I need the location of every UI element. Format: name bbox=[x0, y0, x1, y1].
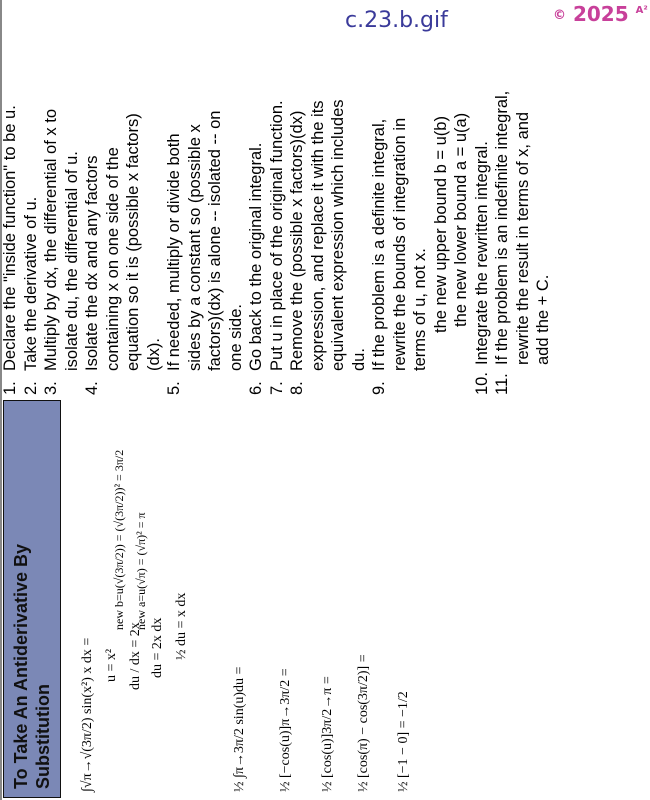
step-number: 2. bbox=[21, 381, 40, 395]
title-box bbox=[3, 400, 61, 798]
step-item bbox=[82, 0, 164, 395]
step-line: Take the derivative of u. bbox=[21, 196, 40, 371]
step-line: containing x on one side of the bbox=[103, 147, 122, 371]
step-line: terms of u, not x. bbox=[411, 248, 429, 371]
step-number: 9. bbox=[370, 381, 388, 395]
step-line: rewrite the result in terms of x, and bbox=[513, 111, 532, 365]
step-line: expression, and replace it with the its bbox=[308, 100, 327, 371]
file-title: c.23.b.gif bbox=[345, 8, 448, 33]
step-line: sides by a constant so (possible x bbox=[185, 124, 204, 371]
copyright-icon: © bbox=[553, 8, 566, 23]
step-line: du. bbox=[349, 348, 368, 371]
step-line: (dx). bbox=[144, 338, 163, 371]
step-line: equivalent expression which includes bbox=[329, 99, 347, 371]
title-line-1: To Take An Antiderivative By bbox=[11, 543, 31, 789]
step-line: Multiply by dx, the differential of x to bbox=[42, 109, 60, 371]
step-number: 10. bbox=[472, 372, 491, 395]
du-equation: du = 2x dx bbox=[150, 617, 165, 678]
substituted-integral: ½ ∫π→3π/2 sin(u)du = bbox=[232, 666, 247, 792]
step-line: Go back to the original integral. bbox=[247, 142, 265, 371]
step-line: Remove the (possible x factors)(dx) bbox=[288, 110, 306, 371]
step-line: Declare the "inside function" to be u. bbox=[1, 105, 19, 371]
new-b: new b=u(√(3π/2)) = (√(3π/2))² = 3π/2 bbox=[112, 449, 126, 630]
integral-expression: ∫√π→√(3π/2) sin(x²) x dx = bbox=[80, 637, 95, 792]
step-number: 4. bbox=[83, 381, 101, 395]
title-line-2: Substitution bbox=[33, 684, 53, 789]
step-item bbox=[164, 0, 246, 395]
step-line: Put u in place of the original function. bbox=[267, 100, 286, 371]
step-number: 7. bbox=[267, 381, 286, 395]
step-item bbox=[287, 0, 369, 395]
step-item bbox=[21, 0, 42, 395]
step-line: rewrite the bounds of integration in bbox=[390, 117, 409, 371]
step-line: one side. bbox=[226, 304, 245, 371]
step-number: 1. bbox=[1, 381, 19, 395]
step-number: 11. bbox=[493, 373, 511, 395]
step-item bbox=[41, 0, 82, 395]
step-number: 8. bbox=[288, 381, 306, 395]
step-line: If the problem is an indefinite integral, bbox=[493, 90, 511, 365]
step-line: Isolate the dx and any factors bbox=[83, 155, 101, 371]
step-item bbox=[246, 0, 267, 395]
copyright-year: 2025 bbox=[572, 2, 629, 26]
step-line: If the problem is a definite integral, bbox=[370, 118, 388, 371]
step-number: 6. bbox=[247, 381, 265, 395]
new-a: new a=u(√π) = (√π)² = π bbox=[134, 512, 148, 630]
step-line: If needed, multiply or divide both bbox=[165, 133, 183, 371]
flipped-bounds-line: ½ [cos(u)]3π/2→π = bbox=[320, 676, 335, 792]
step-line: equation so it is (possible x factors) bbox=[124, 113, 142, 371]
steps-list bbox=[0, 0, 554, 395]
half-du-equation: ½ du = x dx bbox=[174, 592, 189, 660]
step-line: factors)(dx) is alone -- isolated -- on bbox=[206, 110, 224, 371]
step-item bbox=[0, 0, 21, 395]
step-item bbox=[492, 0, 554, 395]
result-line: ½ [−1 − 0] = −1/2 bbox=[396, 691, 411, 792]
evaluation-line: ½ [cos(π) − cos(3π/2)] = bbox=[356, 654, 371, 792]
du-dx: du / dx = 2x bbox=[128, 622, 143, 690]
antiderivative-line: ½ [−cos(u)]π→3π/2 = bbox=[278, 668, 293, 792]
step-number: 5. bbox=[165, 381, 183, 395]
step-item bbox=[267, 0, 288, 395]
copyright-sup: A² bbox=[635, 5, 648, 16]
step-line: add the + C. bbox=[534, 274, 552, 365]
step-item bbox=[472, 0, 493, 395]
bound-subline: the new lower bound a = u(a) bbox=[452, 112, 470, 327]
step-line: Integrate the rewritten integral. bbox=[472, 141, 491, 365]
step-line: isolate du, the differential of u. bbox=[62, 151, 81, 371]
bound-subline: the new upper bound b = u(b) bbox=[431, 116, 450, 333]
step-number: 3. bbox=[42, 381, 60, 395]
u-definition: u = x² bbox=[104, 648, 119, 682]
step-item bbox=[369, 0, 431, 395]
